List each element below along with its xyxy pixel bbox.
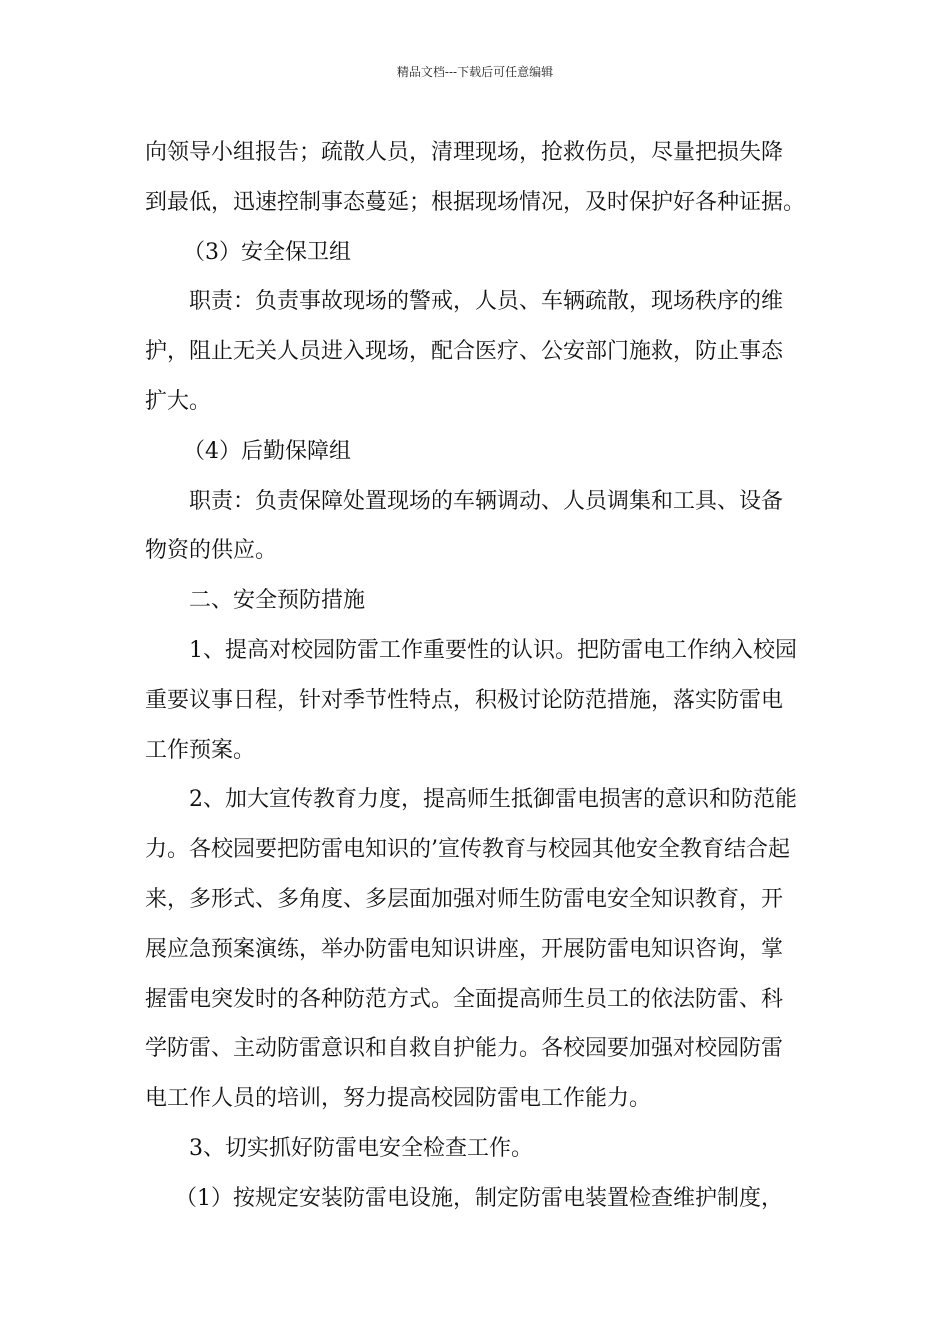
paragraph-line: 物资的供应。 (145, 538, 278, 564)
paragraph-line: 重要议事日程，针对季节性特点，积极讨论防范措施，落实防雷电 (145, 687, 784, 713)
paragraph-line: 护，阻止无关人员进入现场，配合医疗、公安部门施救，防止事态 (145, 339, 784, 365)
paragraph-line: 到最低，迅速控制事态蔓延；根据现场情况，及时保护好各种证据。 (145, 189, 806, 215)
paragraph-line: 学防雷、主动防雷意识和自救自护能力。各校园要加强对校园防雷 (145, 1036, 784, 1062)
paragraph-line: 职责：负责保障处置现场的车辆调动、人员调集和工具、设备 (189, 488, 784, 514)
paragraph-line: 来，多形式、多角度、多层面加强对师生防雷电安全知识教育，开 (145, 886, 784, 912)
paragraph-line: 2、加大宣传教育力度，提高师生抵御雷电损害的意识和防范能 (189, 787, 797, 813)
paragraph-line: 展应急预案演练，举办防雷电知识讲座，开展防雷电知识咨询，掌 (145, 936, 784, 962)
paragraph-line: 力。各校园要把防雷电知识的’宣传教育与校园其他安全教育结合起 (145, 837, 790, 863)
document-body (145, 128, 810, 1224)
paragraph-line: 向领导小组报告；疏散人员，清理现场，抢救伤员，尽量把损失降 (145, 140, 784, 165)
section-heading: （4）后勤保障组 (183, 438, 351, 464)
section-heading: （3）安全保卫组 (183, 239, 351, 265)
paragraph-line: （1）按规定安装防雷电设施，制定防雷电装置检查维护制度， (175, 1185, 783, 1211)
paragraph-line: 3、切实抓好防雷电安全检查工作。 (189, 1135, 533, 1161)
paragraph-line: 握雷电突发时的各种防范方式。全面提高师生员工的依法防雷、科 (145, 986, 784, 1012)
section-heading: 二、安全预防措施 (189, 588, 366, 614)
page-header: 精品文档---下载后可任意编辑 (396, 65, 554, 79)
paragraph-line: 职责：负责事故现场的警戒，人员、车辆疏散，现场秩序的维 (189, 289, 784, 315)
paragraph-line: 扩大。 (145, 388, 212, 414)
paragraph-line: 1、提高对校园防雷工作重要性的认识。把防雷电工作纳入校园 (189, 637, 797, 663)
paragraph-line: 工作预案。 (145, 737, 256, 763)
paragraph-line: 电工作人员的培训，努力提高校园防雷电工作能力。 (145, 1086, 652, 1112)
